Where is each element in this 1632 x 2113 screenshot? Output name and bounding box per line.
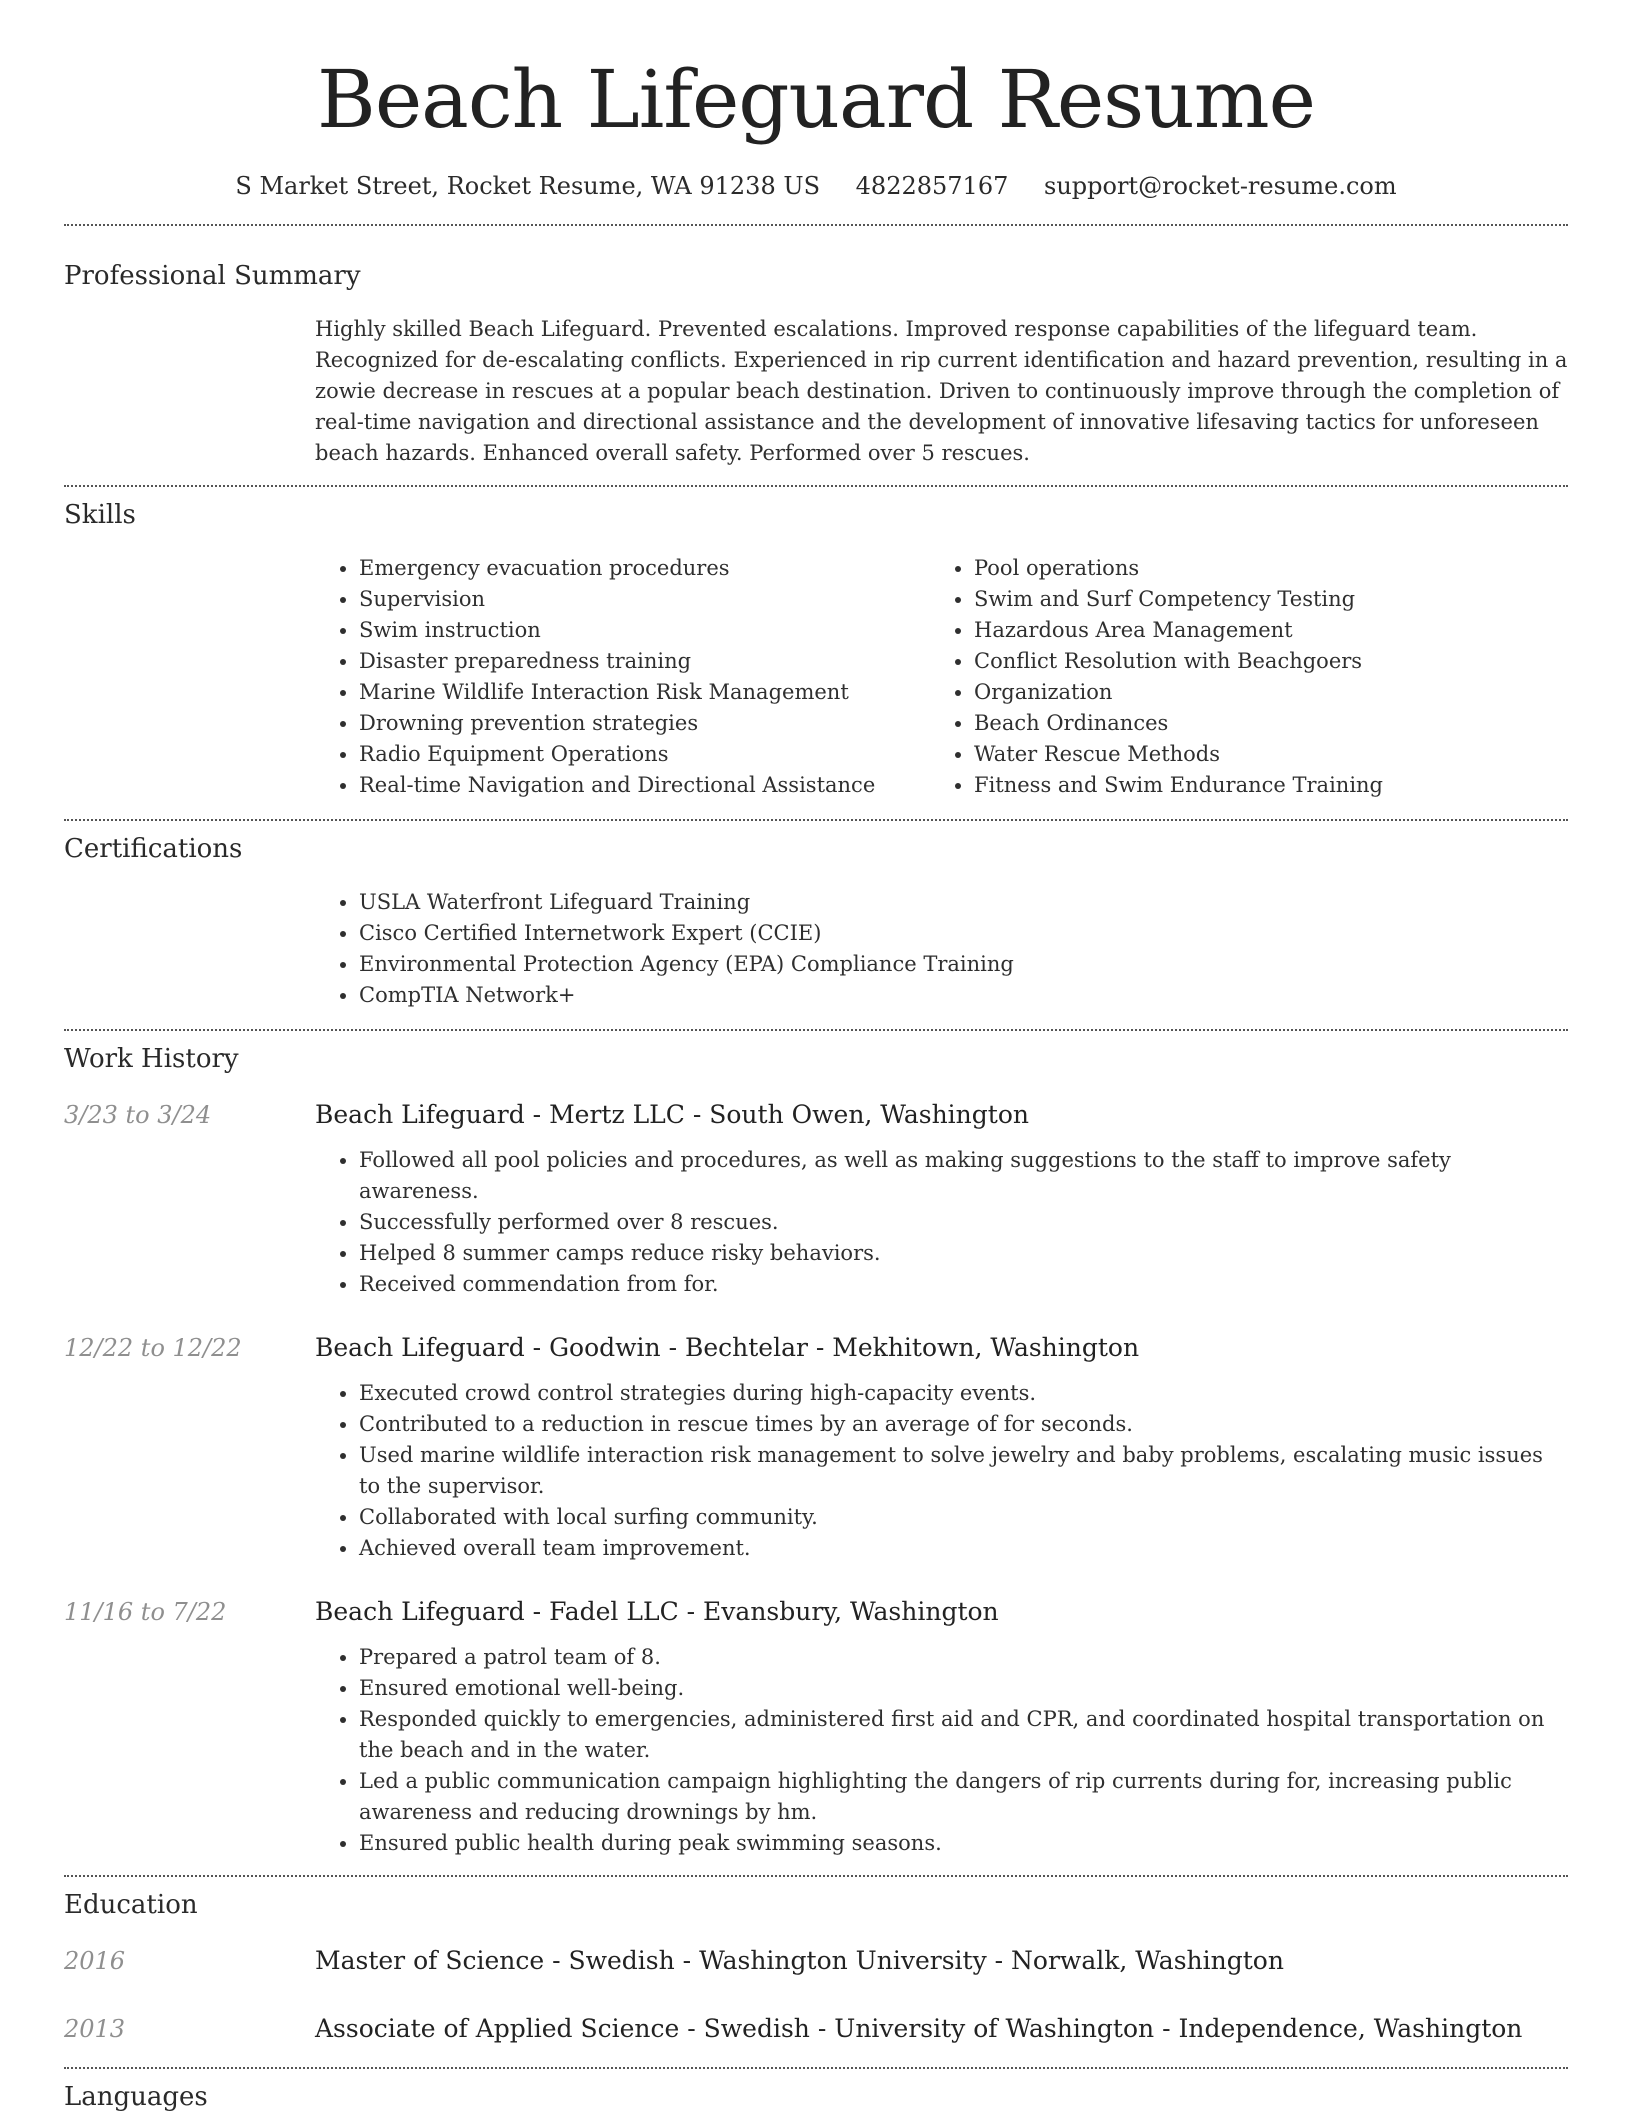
section-certifications (64, 821, 1568, 1011)
summary-text: Highly skilled Beach Lifeguard. Prevented escalations. Improved response capabilities of the lifeguard team. Recognized for de-escalating conflicts. Experienced in rip current identification and hazard prevention, resulting in a zowie decrease in rescues at a popular beach destination. Driven to continuously improve through the completion of real-time navigation and directional assistance and the development of innovative lifesaving tactics for unforeseen beach hazards. Enhanced overall safety. Performed over 5 rescues. (315, 317, 1568, 465)
work-bullet-item: • Ensured emotional well-being. (359, 1673, 1568, 1704)
work-entry-bullets (315, 1145, 1568, 1300)
certification-item: • CompTIA Network+ (359, 980, 1568, 1011)
work-bullet-item: • Contributed to a reduction in rescue times by an average of for seconds. (359, 1409, 1568, 1440)
skill-item: • Hazardous Area Management (974, 615, 1545, 646)
work-bullet-item: • Collaborated with local surfing community. (359, 1502, 1568, 1533)
work-entry-bullet-list (315, 1642, 1568, 1859)
work-entry-bullets (315, 1378, 1568, 1564)
work-bullet-item: • Followed all pool policies and procedures, as well as making suggestions to the staff to improve safety awareness. (359, 1145, 1568, 1207)
education-entry-title: Master of Science - Swedish - Washington University - Norwalk, Washington (315, 1946, 1284, 1975)
work-entry (64, 1332, 1568, 1564)
section-title-certifications: Certifications (64, 834, 243, 864)
work-bullet-item: • Ensured public health during peak swimming seasons. (359, 1828, 1568, 1859)
work-entry (64, 1596, 1568, 1859)
contact-phone: 4822857167 (855, 172, 1009, 200)
contact-email: support@rocket-resume.com (1044, 172, 1397, 200)
skill-item: • Fitness and Swim Endurance Training (974, 770, 1545, 801)
section-title-work-history: Work History (64, 1044, 239, 1074)
skill-item: • Drowning prevention strategies (359, 708, 930, 739)
work-bullet-item: • Successfully performed over 8 rescues. (359, 1207, 1568, 1238)
education-entry-date: 2013 (64, 2015, 126, 2043)
work-bullet-item: • Responded quickly to emergencies, administered first aid and CPR, and coordinated hospital transportation on the beach and in the water. (359, 1704, 1568, 1766)
work-entry-title: Beach Lifeguard - Goodwin - Bechtelar - Mekhitown, Washington (315, 1333, 1140, 1362)
section-title-skills: Skills (64, 500, 136, 530)
section-work-history (64, 1031, 1568, 1859)
section-languages (64, 2069, 1568, 2113)
section-title-education: Education (64, 1890, 198, 1920)
work-entry-bullets (315, 1642, 1568, 1859)
summary-content (315, 314, 1568, 469)
work-bullet-item: • Used marine wildlife interaction risk management to solve jewelry and baby problems, escalating music issues to the supervisor. (359, 1440, 1568, 1502)
certifications-content (315, 887, 1568, 1011)
work-bullet-item: • Achieved overall team improvement. (359, 1533, 1568, 1564)
work-history-list (64, 1099, 1568, 1859)
skill-item: • Conflict Resolution with Beachgoers (974, 646, 1545, 677)
work-entry-date: 11/16 to 7/22 (64, 1598, 227, 1626)
skill-item: • Marine Wildlife Interaction Risk Management (359, 677, 930, 708)
work-entry (64, 1099, 1568, 1300)
skills-grid (315, 553, 1568, 801)
skill-item: • Emergency evacuation procedures (359, 553, 930, 584)
contact-address: S Market Street, Rocket Resume, WA 91238 US (235, 172, 821, 200)
resume-header (64, 0, 1568, 202)
work-entry-date: 3/23 to 3/24 (64, 1101, 212, 1129)
certification-item: • USLA Waterfront Lifeguard Training (359, 887, 1568, 918)
certification-item: • Cisco Certified Internetwork Expert (CCIE) (359, 918, 1568, 949)
work-bullet-item: • Executed crowd control strategies during high-capacity events. (359, 1378, 1568, 1409)
section-education (64, 1877, 1568, 2045)
education-entry (64, 2013, 1568, 2045)
certifications-list (315, 887, 1568, 1011)
section-summary (64, 226, 1568, 469)
skill-item: • Swim and Surf Competency Testing (974, 584, 1545, 615)
work-bullet-item: • Prepared a patrol team of 8. (359, 1642, 1568, 1673)
section-skills (64, 487, 1568, 801)
skill-item: • Radio Equipment Operations (359, 739, 930, 770)
work-entry-title: Beach Lifeguard - Fadel LLC - Evansbury, Washington (315, 1597, 999, 1626)
skills-column-right (930, 553, 1545, 801)
education-entry-title: Associate of Applied Science - Swedish - University of Washington - Independence, Washington (315, 2014, 1523, 2043)
skill-item: • Water Rescue Methods (974, 739, 1545, 770)
education-entry (64, 1945, 1568, 1977)
skills-list-right (930, 553, 1545, 801)
skill-item: • Disaster preparedness training (359, 646, 930, 677)
resume-name: Beach Lifeguard Resume (317, 53, 1315, 146)
work-bullet-item: • Led a public communication campaign highlighting the dangers of rip currents during for, increasing public awareness and reducing drownings by hm. (359, 1766, 1568, 1828)
education-list (64, 1945, 1568, 2045)
skill-item: • Beach Ordinances (974, 708, 1545, 739)
contact-line (64, 170, 1568, 202)
education-entry-date: 2016 (64, 1947, 126, 1975)
skills-list-left (315, 553, 930, 801)
section-title-languages: Languages (64, 2082, 208, 2112)
skill-item: • Supervision (359, 584, 930, 615)
skills-column-left (315, 553, 930, 801)
section-title-summary: Professional Summary (64, 261, 361, 291)
work-bullet-item: • Received commendation from for. (359, 1269, 1568, 1300)
work-bullet-item: • Helped 8 summer camps reduce risky behaviors. (359, 1238, 1568, 1269)
work-entry-date: 12/22 to 12/22 (64, 1334, 242, 1362)
skill-item: • Organization (974, 677, 1545, 708)
skill-item: • Real-time Navigation and Directional Assistance (359, 770, 930, 801)
work-entry-title: Beach Lifeguard - Mertz LLC - South Owen, Washington (315, 1100, 1029, 1129)
skill-item: • Pool operations (974, 553, 1545, 584)
work-entry-bullet-list (315, 1378, 1568, 1564)
certification-item: • Environmental Protection Agency (EPA) Compliance Training (359, 949, 1568, 980)
skill-item: • Swim instruction (359, 615, 930, 646)
resume-page (64, 0, 1568, 2113)
work-entry-bullet-list (315, 1145, 1568, 1300)
